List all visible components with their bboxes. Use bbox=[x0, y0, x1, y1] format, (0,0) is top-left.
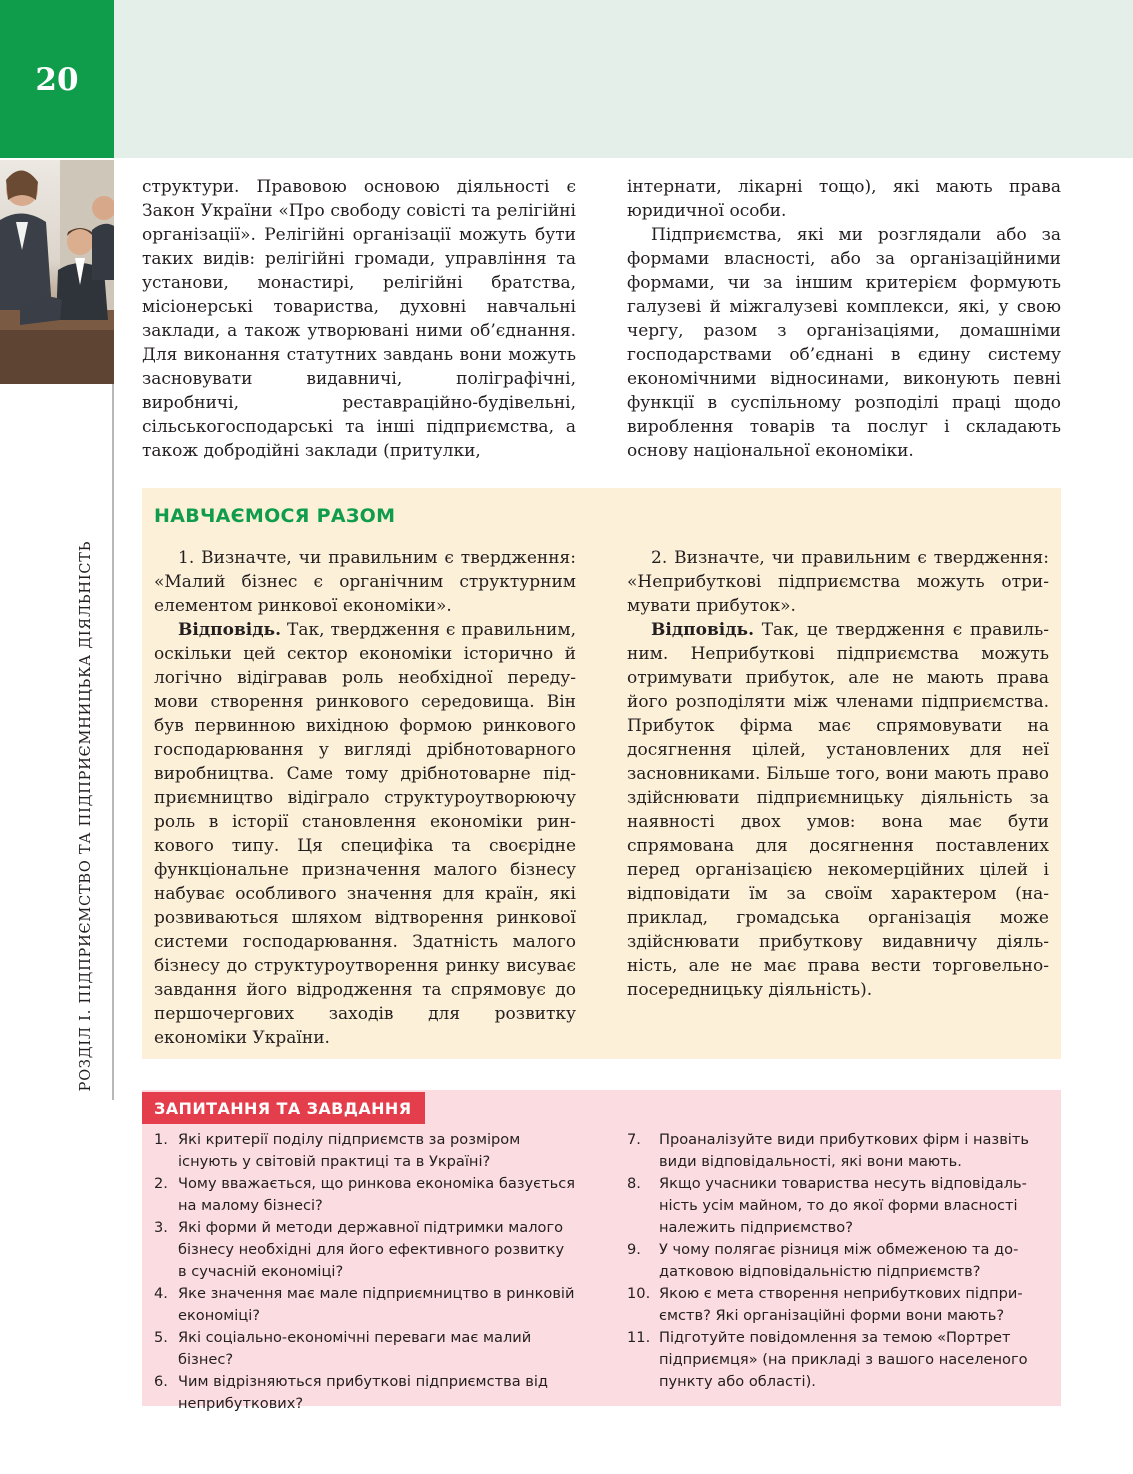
list-item bbox=[154, 1371, 576, 1415]
page-number-tab bbox=[0, 0, 114, 158]
task-1-answer-text: Так, твердження є правильним, оскільки цей сектор економіки історично й логічно відігравав роль необхідної передумови створення ринкового середовища. Він був первинною вихідною формою ринкового господарювання у вигляді дрібнотоварного виробництва. Саме тому дрібнотоварне підприємництво відіграло структуроутворюючу роль в історії становлення економіки ринкового типу. Ця специфіка та своєрідне функціональне призначення малого бізнесу набуває особливого значення для країн, які розвиваються шляхом відтворення ринкової системи господарювання. Здатність малого бізнесу до структуроутворення ринку висуває завдання його відродження та спрямовує до першочергових заходів для розвитку економіки України. bbox=[154, 620, 576, 1048]
question-text: Які форми й методи державної підтримки малого бізнесу необхідні для його ефективного розвитку в сучасній економіці? bbox=[178, 1219, 565, 1280]
list-item bbox=[627, 1327, 1049, 1393]
task-2-answer-label: Відповідь. bbox=[651, 620, 754, 640]
list-item bbox=[627, 1283, 1049, 1327]
task-2-answer bbox=[627, 618, 1049, 1002]
list-item bbox=[154, 1283, 576, 1327]
question-text: Яке значення має мале підприємництво в ринковій економіці? bbox=[178, 1285, 575, 1324]
question-text: У чому полягає різниця між обмеженою та додатковою відповідальністю підприємств? bbox=[659, 1241, 1019, 1280]
question-number: 5. bbox=[154, 1329, 168, 1346]
task-1-question: 1. Визначте, чи правильним є твердження: «Малий бізнес є органічним структурним елементом ринкової економіки». bbox=[154, 548, 576, 616]
question-text: Проаналізуйте види прибуткових фірм і назвіть види відповідальності, які вони мають. bbox=[659, 1131, 1029, 1170]
question-number: 9. bbox=[627, 1241, 641, 1258]
question-text: Якщо учасники товариства несуть відповідальність усім майном, то до якої форми власності належить підприємство? bbox=[659, 1175, 1027, 1236]
photo-illustration bbox=[0, 160, 114, 384]
questions-left-list bbox=[154, 1129, 576, 1415]
business-meeting-photo bbox=[0, 160, 114, 384]
intro-right-column bbox=[627, 175, 1061, 463]
side-divider bbox=[112, 384, 114, 1100]
question-number: 6. bbox=[154, 1373, 168, 1390]
intro-left-column bbox=[142, 175, 576, 463]
intro-right-paragraph-1: інтернати, лікарні тощо), які мають права юридичної особи. bbox=[627, 177, 1061, 221]
learn-together-heading: НАВЧАЄМОСЯ РАЗОМ bbox=[154, 505, 396, 527]
list-item bbox=[627, 1129, 1049, 1173]
question-number: 2. bbox=[154, 1175, 168, 1192]
page-number: 20 bbox=[35, 62, 79, 98]
question-number: 11. bbox=[627, 1329, 651, 1346]
question-text: Які соціально-економічні переваги має малий бізнес? bbox=[178, 1329, 532, 1368]
questions-heading: ЗАПИТАННЯ ТА ЗАВДАННЯ bbox=[142, 1092, 425, 1124]
list-item bbox=[627, 1239, 1049, 1283]
task-2-column bbox=[627, 546, 1049, 1002]
questions-right-list bbox=[627, 1129, 1049, 1393]
question-text: Підготуйте повідомлення за темою «Портрет підприємця» (на прикладі з вашого населеного пункту або області). bbox=[659, 1329, 1028, 1390]
list-item bbox=[154, 1327, 576, 1371]
question-text: Чому вважається, що ринкова економіка базується на малому бізнесі? bbox=[178, 1175, 576, 1214]
header-band bbox=[0, 0, 1133, 158]
question-text: Які критерії поділу підприємств за розміром існують у світовій практиці та в Україні? bbox=[178, 1131, 521, 1170]
list-item bbox=[154, 1217, 576, 1283]
question-text: Чим відрізняються прибуткові підприємства від неприбуткових? bbox=[178, 1373, 549, 1412]
list-item bbox=[627, 1173, 1049, 1239]
task-1-answer-label: Відповідь. bbox=[178, 620, 281, 640]
list-item bbox=[154, 1173, 576, 1217]
question-number: 1. bbox=[154, 1131, 168, 1148]
intro-right-paragraph-2: Підприємства, які ми розглядали або за формами власності, або за організаційними формами, чи за іншим критерієм формують галузеві й міжгалузеві комплекси, які, у свою чергу, разом з організаціями, домашніми господарствами об’єднані в єдину систему економічними відносинами, виконують певні функції в суспільному розподілі праці щодо вироблення товарів та послуг і складають основу національної економіки. bbox=[627, 225, 1061, 461]
question-number: 3. bbox=[154, 1219, 168, 1236]
section-side-title: РОЗДІЛ І. ПІДПРИЄМСТВО ТА ПІДПРИЄМНИЦЬКА ДІЯЛЬНІСТЬ bbox=[78, 540, 94, 1092]
task-2-question: 2. Визначте, чи правильним є твердження: «Неприбуткові підприємства можуть отримувати прибуток». bbox=[627, 548, 1049, 616]
task-1-answer bbox=[154, 618, 576, 1050]
question-text: Якою є мета створення неприбуткових підприємств? Які організаційні форми вони мають? bbox=[659, 1285, 1023, 1324]
intro-left-text: структури. Правовою основою діяльності є Закон України «Про свободу совісті та релігійні організації». Релігійні організації можуть бути таких видів: релігійні громади, управління та установи, монастирі, релігійні братства, місіонерські товариства, духовні навчальні заклади, а також утворювані ними об’єднання. Для виконання статутних завдань вони можуть засновувати видавничі, поліграфічні, виробничі, реставраційно-будівельні, сільськогосподарські та інші підприємства, а також добродійні заклади (притулки, bbox=[142, 177, 576, 461]
task-2-answer-text: Так, це твердження є правильним. Неприбуткові підприємства можуть отримувати прибуток, але не мають права його розподіляти між членами підприємства. Прибуток фірма має спрямовувати на досягнення цілей, установлених для неї засновниками. Більше того, вони мають право здійснювати підприємницьку діяльність за наявності двох умов: вона має бути спрямована для досягнення поставлених перед організацією некомерційних цілей і відповідати їм за своїм характером (наприклад, громадська організація може здійснювати прибуткову видавничу діяльність, але не має права вести торговельно-посередницьку діяльність). bbox=[627, 620, 1049, 1000]
list-item bbox=[154, 1129, 576, 1173]
question-number: 7. bbox=[627, 1131, 641, 1148]
question-number: 8. bbox=[627, 1175, 641, 1192]
task-1-column bbox=[154, 546, 576, 1050]
question-number: 4. bbox=[154, 1285, 168, 1302]
question-number: 10. bbox=[627, 1285, 651, 1302]
